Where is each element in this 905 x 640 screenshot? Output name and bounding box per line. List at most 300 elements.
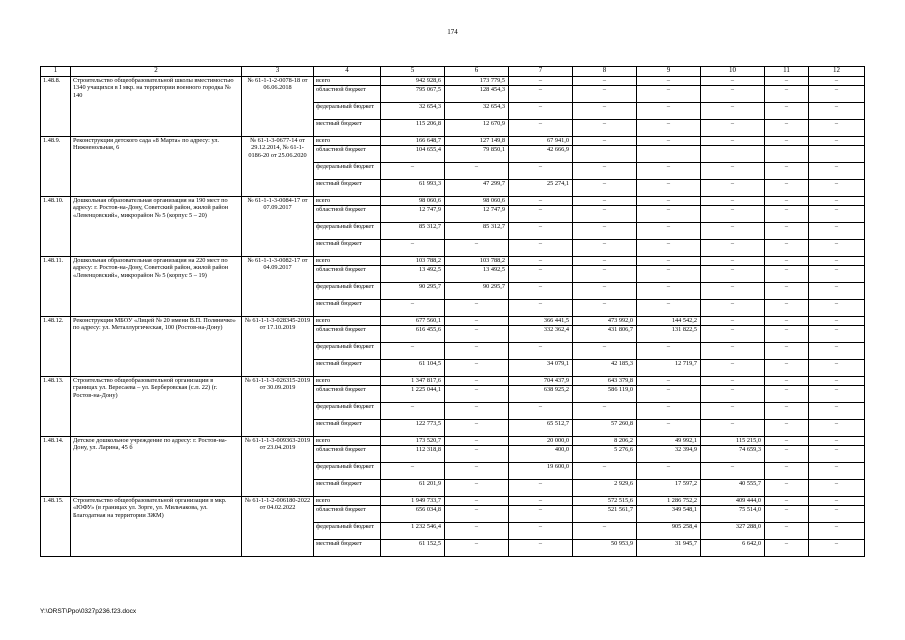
amount-cell: – xyxy=(445,403,509,420)
amount-cell: – xyxy=(573,137,637,146)
amount-cell: – xyxy=(573,223,637,240)
amount-cell: – xyxy=(765,137,809,146)
amount-cell: – xyxy=(445,240,509,257)
amount-cell: 122 773,5 xyxy=(381,420,445,437)
expertise-document: № 61-1-1-3-026315-2019 от 30.09.2019 xyxy=(242,377,314,437)
amount-cell: – xyxy=(765,240,809,257)
amount-cell: – xyxy=(445,360,509,377)
amount-cell: – xyxy=(509,197,573,206)
amount-cell: – xyxy=(573,103,637,120)
amount-cell: 50 953,9 xyxy=(573,540,637,557)
funding-source: федеральный бюджет xyxy=(314,283,381,300)
funding-source: федеральный бюджет xyxy=(314,103,381,120)
header-cell: 11 xyxy=(765,67,809,77)
amount-cell: – xyxy=(765,463,809,480)
amount-cell: 127 149,8 xyxy=(445,137,509,146)
amount-cell: – xyxy=(381,463,445,480)
amount-cell: 1 225 044,1 xyxy=(381,386,445,403)
amount-cell: 32 654,3 xyxy=(381,103,445,120)
header-cell: 7 xyxy=(509,67,573,77)
amount-cell: – xyxy=(509,120,573,137)
amount-cell: – xyxy=(809,540,865,557)
amount-cell: – xyxy=(809,103,865,120)
funding-source: местный бюджет xyxy=(314,360,381,377)
amount-cell: – xyxy=(445,480,509,497)
row-number: 1.48.14. xyxy=(41,437,71,497)
amount-cell: – xyxy=(809,180,865,197)
amount-cell: – xyxy=(637,163,701,180)
amount-cell: – xyxy=(637,403,701,420)
funding-source: всего xyxy=(314,257,381,266)
amount-cell: 173 779,5 xyxy=(445,77,509,86)
object-name: Строительство общеобразовательной школы вместимостью 1340 учащихся в I мкр. на территории военного городка № 140 xyxy=(71,77,242,137)
funding-source: всего xyxy=(314,77,381,86)
amount-cell: – xyxy=(809,266,865,283)
funding-source: областной бюджет xyxy=(314,146,381,163)
amount-cell: – xyxy=(765,283,809,300)
amount-cell: – xyxy=(445,326,509,343)
amount-cell: – xyxy=(765,86,809,103)
amount-cell: – xyxy=(637,283,701,300)
funding-source: местный бюджет xyxy=(314,240,381,257)
amount-cell: 57 260,8 xyxy=(573,420,637,437)
amount-cell: – xyxy=(573,120,637,137)
amount-cell: 65 512,7 xyxy=(509,420,573,437)
amount-cell: – xyxy=(445,386,509,403)
table-body xyxy=(41,67,865,557)
amount-cell: – xyxy=(509,540,573,557)
funding-source: местный бюджет xyxy=(314,300,381,317)
amount-cell: 1 949 733,7 xyxy=(381,497,445,506)
amount-cell: 90 295,7 xyxy=(445,283,509,300)
amount-cell: – xyxy=(701,343,765,360)
amount-cell: 638 925,2 xyxy=(509,386,573,403)
amount-cell: – xyxy=(573,163,637,180)
header-cell: 6 xyxy=(445,67,509,77)
amount-cell: – xyxy=(445,523,509,540)
amount-cell: – xyxy=(765,506,809,523)
amount-cell: – xyxy=(573,523,637,540)
amount-cell: 12 747,9 xyxy=(381,206,445,223)
expertise-document: № 61-1-1-3-028345-2019 от 17.10.2019 xyxy=(242,317,314,377)
amount-cell: – xyxy=(809,326,865,343)
amount-cell: – xyxy=(509,206,573,223)
amount-cell: – xyxy=(809,163,865,180)
amount-cell: – xyxy=(765,223,809,240)
amount-cell: 572 515,6 xyxy=(573,497,637,506)
amount-cell: 115 215,0 xyxy=(701,437,765,446)
expertise-document: № 61-1-1-2-0078-18 от 06.06.2018 xyxy=(242,77,314,137)
amount-cell: 42 666,9 xyxy=(509,146,573,163)
amount-cell: 13 492,5 xyxy=(381,266,445,283)
amount-cell: – xyxy=(637,137,701,146)
amount-cell: – xyxy=(445,300,509,317)
amount-cell: – xyxy=(573,206,637,223)
funding-source: федеральный бюджет xyxy=(314,343,381,360)
budget-table xyxy=(40,66,865,557)
amount-cell: – xyxy=(637,266,701,283)
header-cell: 8 xyxy=(573,67,637,77)
amount-cell: 61 201,9 xyxy=(381,480,445,497)
amount-cell: – xyxy=(701,86,765,103)
header-cell: 4 xyxy=(314,67,381,77)
amount-cell: 12 747,9 xyxy=(445,206,509,223)
amount-cell: 942 928,6 xyxy=(381,77,445,86)
amount-cell: – xyxy=(445,420,509,437)
header-cell: 3 xyxy=(242,67,314,77)
amount-cell: – xyxy=(809,86,865,103)
amount-cell: – xyxy=(573,197,637,206)
amount-cell: – xyxy=(445,446,509,463)
amount-cell: – xyxy=(809,77,865,86)
amount-cell: – xyxy=(637,206,701,223)
amount-cell: – xyxy=(701,283,765,300)
amount-cell: – xyxy=(637,103,701,120)
amount-cell: – xyxy=(445,506,509,523)
amount-cell: – xyxy=(637,257,701,266)
amount-cell: 19 600,0 xyxy=(509,463,573,480)
funding-source: всего xyxy=(314,497,381,506)
amount-cell: – xyxy=(809,343,865,360)
amount-cell: 61 152,5 xyxy=(381,540,445,557)
amount-cell: – xyxy=(809,360,865,377)
amount-cell: – xyxy=(809,446,865,463)
amount-cell: 13 492,5 xyxy=(445,266,509,283)
funding-source: местный бюджет xyxy=(314,420,381,437)
row-number: 1.48.15. xyxy=(41,497,71,557)
amount-cell: – xyxy=(573,180,637,197)
amount-cell: 49 992,1 xyxy=(637,437,701,446)
header-cell: 9 xyxy=(637,67,701,77)
amount-cell: 586 119,0 xyxy=(573,386,637,403)
amount-cell: 98 060,6 xyxy=(445,197,509,206)
funding-source: всего xyxy=(314,317,381,326)
amount-cell: 366 441,5 xyxy=(509,317,573,326)
amount-cell: – xyxy=(809,523,865,540)
amount-cell: 85 312,7 xyxy=(445,223,509,240)
amount-cell: – xyxy=(809,506,865,523)
table-row xyxy=(41,317,865,326)
amount-cell: – xyxy=(637,86,701,103)
amount-cell: – xyxy=(765,257,809,266)
amount-cell: 431 806,7 xyxy=(573,326,637,343)
object-name: Дошкольная образовательная организация на 220 мест по адресу: г. Ростов-на-Дону, Советский район, жилой район «Левенцовский», микрорайон № 5 (корпус 5 – 19) xyxy=(71,257,242,317)
amount-cell: – xyxy=(573,257,637,266)
amount-cell: – xyxy=(765,403,809,420)
object-name: Строительство общеобразовательной организации в границах ул. Вересаева – ул. Берберовская (с.п. 22) (г. Ростов-на-Дону) xyxy=(71,377,242,437)
row-number: 1.48.9. xyxy=(41,137,71,197)
expertise-document: № 61-1-1-3-009363-2019 от 23.04.2019 xyxy=(242,437,314,497)
amount-cell: – xyxy=(445,163,509,180)
amount-cell: 173 520,7 xyxy=(381,437,445,446)
amount-cell: – xyxy=(637,120,701,137)
amount-cell: – xyxy=(509,103,573,120)
amount-cell: 79 850,1 xyxy=(445,146,509,163)
amount-cell: – xyxy=(701,377,765,386)
funding-source: всего xyxy=(314,437,381,446)
table-header-row xyxy=(41,67,865,77)
amount-cell: – xyxy=(765,206,809,223)
amount-cell: – xyxy=(509,403,573,420)
funding-source: всего xyxy=(314,137,381,146)
amount-cell: – xyxy=(509,506,573,523)
funding-source: федеральный бюджет xyxy=(314,223,381,240)
amount-cell: – xyxy=(445,540,509,557)
header-cell: 10 xyxy=(701,67,765,77)
amount-cell: 1 347 817,6 xyxy=(381,377,445,386)
amount-cell: – xyxy=(809,403,865,420)
amount-cell: – xyxy=(809,317,865,326)
funding-source: областной бюджет xyxy=(314,206,381,223)
amount-cell: 1 232 546,4 xyxy=(381,523,445,540)
expertise-document: № 61-1-3-0677-14 от 29.12.2014, № 61-1-0186-20 от 25.06.2020 xyxy=(242,137,314,197)
amount-cell: 75 514,0 xyxy=(701,506,765,523)
amount-cell: – xyxy=(701,266,765,283)
amount-cell: – xyxy=(701,420,765,437)
amount-cell: – xyxy=(701,317,765,326)
amount-cell: – xyxy=(809,257,865,266)
amount-cell: 17 597,2 xyxy=(637,480,701,497)
amount-cell: 327 288,0 xyxy=(701,523,765,540)
amount-cell: 616 455,6 xyxy=(381,326,445,343)
amount-cell: 400,0 xyxy=(509,446,573,463)
funding-source: федеральный бюджет xyxy=(314,163,381,180)
amount-cell: – xyxy=(765,523,809,540)
amount-cell: 90 295,7 xyxy=(381,283,445,300)
amount-cell: – xyxy=(637,420,701,437)
amount-cell: – xyxy=(573,403,637,420)
amount-cell: 25 274,1 xyxy=(509,180,573,197)
amount-cell: – xyxy=(509,497,573,506)
amount-cell: 2 929,6 xyxy=(573,480,637,497)
amount-cell: – xyxy=(701,257,765,266)
amount-cell: – xyxy=(637,240,701,257)
amount-cell: – xyxy=(637,300,701,317)
amount-cell: – xyxy=(701,240,765,257)
amount-cell: – xyxy=(637,180,701,197)
amount-cell: – xyxy=(809,463,865,480)
amount-cell: – xyxy=(573,283,637,300)
table-row xyxy=(41,377,865,386)
amount-cell: – xyxy=(809,420,865,437)
amount-cell: – xyxy=(509,343,573,360)
amount-cell: – xyxy=(573,343,637,360)
funding-source: всего xyxy=(314,197,381,206)
amount-cell xyxy=(809,146,865,163)
amount-cell: – xyxy=(701,360,765,377)
amount-cell: – xyxy=(701,180,765,197)
amount-cell: – xyxy=(765,326,809,343)
amount-cell: – xyxy=(445,343,509,360)
funding-source: местный бюджет xyxy=(314,120,381,137)
amount-cell: – xyxy=(637,377,701,386)
amount-cell: 98 060,6 xyxy=(381,197,445,206)
amount-cell: – xyxy=(701,386,765,403)
funding-source: федеральный бюджет xyxy=(314,523,381,540)
funding-source: местный бюджет xyxy=(314,540,381,557)
amount-cell: – xyxy=(765,420,809,437)
amount-cell: 8 206,2 xyxy=(573,437,637,446)
amount-cell: – xyxy=(573,86,637,103)
amount-cell: – xyxy=(509,257,573,266)
amount-cell: 131 822,5 xyxy=(637,326,701,343)
header-cell: 5 xyxy=(381,67,445,77)
amount-cell: – xyxy=(809,377,865,386)
amount-cell: – xyxy=(509,523,573,540)
amount-cell: 104 655,4 xyxy=(381,146,445,163)
amount-cell: – xyxy=(701,103,765,120)
amount-cell: – xyxy=(765,103,809,120)
amount-cell: 1 286 752,2 xyxy=(637,497,701,506)
amount-cell xyxy=(637,146,701,163)
amount-cell: – xyxy=(809,300,865,317)
amount-cell: 905 258,4 xyxy=(637,523,701,540)
row-number: 1.48.12. xyxy=(41,317,71,377)
amount-cell: – xyxy=(809,223,865,240)
funding-source: областной бюджет xyxy=(314,266,381,283)
amount-cell: – xyxy=(381,163,445,180)
expertise-document: № 61-1-1-2-006180-2022 от 04.02.2022 xyxy=(242,497,314,557)
row-number: 1.48.8. xyxy=(41,77,71,137)
amount-cell: 61 993,3 xyxy=(381,180,445,197)
object-name: Реконструкция детского сада «8 Марта» по адресу: ул. Нижненольная, 6 xyxy=(71,137,242,197)
amount-cell: 473 992,0 xyxy=(573,317,637,326)
amount-cell: 42 185,3 xyxy=(573,360,637,377)
amount-cell: – xyxy=(765,480,809,497)
row-number: 1.48.11. xyxy=(41,257,71,317)
amount-cell: 128 454,3 xyxy=(445,86,509,103)
expertise-document: № 61-1-1-3-0082-17 от 04.09.2017 xyxy=(242,257,314,317)
amount-cell: – xyxy=(637,343,701,360)
amount-cell: – xyxy=(509,283,573,300)
funding-source: всего xyxy=(314,377,381,386)
amount-cell: – xyxy=(701,300,765,317)
amount-cell: 103 788,2 xyxy=(445,257,509,266)
header-cell: 12 xyxy=(809,67,865,77)
amount-cell: – xyxy=(765,377,809,386)
amount-cell: – xyxy=(765,497,809,506)
amount-cell: 20 000,0 xyxy=(509,437,573,446)
amount-cell xyxy=(765,146,809,163)
amount-cell: – xyxy=(765,386,809,403)
amount-cell: 12 719,7 xyxy=(637,360,701,377)
amount-cell: 40 555,7 xyxy=(701,480,765,497)
amount-cell: – xyxy=(701,206,765,223)
amount-cell: – xyxy=(765,180,809,197)
table-row xyxy=(41,77,865,86)
amount-cell: – xyxy=(445,317,509,326)
amount-cell: 12 670,9 xyxy=(445,120,509,137)
amount-cell: – xyxy=(509,266,573,283)
amount-cell: 144 542,2 xyxy=(637,317,701,326)
amount-cell: – xyxy=(765,446,809,463)
amount-cell: 115 206,8 xyxy=(381,120,445,137)
funding-source: областной бюджет xyxy=(314,446,381,463)
amount-cell: – xyxy=(809,480,865,497)
amount-cell: 704 437,9 xyxy=(509,377,573,386)
funding-source: областной бюджет xyxy=(314,326,381,343)
amount-cell: – xyxy=(765,300,809,317)
header-cell: 2 xyxy=(71,67,242,77)
amount-cell: – xyxy=(809,497,865,506)
amount-cell: – xyxy=(381,343,445,360)
amount-cell: – xyxy=(765,360,809,377)
amount-cell: 166 648,7 xyxy=(381,137,445,146)
amount-cell: – xyxy=(765,343,809,360)
funding-source: местный бюджет xyxy=(314,180,381,197)
funding-source: областной бюджет xyxy=(314,506,381,523)
amount-cell: – xyxy=(701,197,765,206)
amount-cell: 521 561,7 xyxy=(573,506,637,523)
amount-cell: – xyxy=(573,300,637,317)
amount-cell: – xyxy=(701,120,765,137)
page-number: 174 xyxy=(447,28,458,36)
amount-cell: – xyxy=(637,386,701,403)
amount-cell: – xyxy=(765,540,809,557)
header-cell: 1 xyxy=(41,67,71,77)
amount-cell: 74 659,3 xyxy=(701,446,765,463)
amount-cell: – xyxy=(509,223,573,240)
table-row xyxy=(41,497,865,506)
amount-cell: – xyxy=(765,163,809,180)
object-name: Строительство общеобразовательной организации в мкр. «ЮФУ» (в границах ул. Зорге, ул. Мильчакова, ул. Благодатная на территории ЗЖМ) xyxy=(71,497,242,557)
amount-cell: 32 394,9 xyxy=(637,446,701,463)
amount-cell: – xyxy=(809,386,865,403)
amount-cell: – xyxy=(509,86,573,103)
funding-source: областной бюджет xyxy=(314,386,381,403)
file-path-footer: Y:\ORST\Ppo\0327p236.f23.docx xyxy=(40,608,137,615)
funding-source: федеральный бюджет xyxy=(314,463,381,480)
amount-cell: – xyxy=(809,206,865,223)
amount-cell xyxy=(573,146,637,163)
funding-source: областной бюджет xyxy=(314,86,381,103)
amount-cell: – xyxy=(765,437,809,446)
amount-cell: 656 034,8 xyxy=(381,506,445,523)
amount-cell: 409 444,0 xyxy=(701,497,765,506)
amount-cell: – xyxy=(809,137,865,146)
amount-cell: – xyxy=(701,403,765,420)
table-row xyxy=(41,197,865,206)
amount-cell: – xyxy=(509,163,573,180)
object-name: Дошкольная образовательная организация на 190 мест по адресу: г. Ростов-на-Дону, Советский район, жилой район «Левенцовский», микрорайон № 5 (корпус 5 – 20) xyxy=(71,197,242,257)
object-name: Детское дошкольное учреждение по адресу: г. Ростов-на-Дону, ул. Ларина, 45 б xyxy=(71,437,242,497)
table-row xyxy=(41,257,865,266)
funding-source: федеральный бюджет xyxy=(314,403,381,420)
amount-cell: 643 379,8 xyxy=(573,377,637,386)
amount-cell: 34 079,1 xyxy=(509,360,573,377)
amount-cell: – xyxy=(509,240,573,257)
amount-cell xyxy=(701,146,765,163)
amount-cell: 6 642,0 xyxy=(701,540,765,557)
amount-cell: – xyxy=(765,197,809,206)
amount-cell: – xyxy=(573,463,637,480)
amount-cell: – xyxy=(637,197,701,206)
amount-cell: – xyxy=(509,300,573,317)
amount-cell: 5 276,6 xyxy=(573,446,637,463)
amount-cell: – xyxy=(701,77,765,86)
amount-cell: – xyxy=(573,266,637,283)
amount-cell: – xyxy=(765,77,809,86)
amount-cell: 103 788,2 xyxy=(381,257,445,266)
amount-cell: – xyxy=(381,240,445,257)
amount-cell: – xyxy=(765,317,809,326)
amount-cell: – xyxy=(509,480,573,497)
amount-cell: – xyxy=(573,240,637,257)
amount-cell: – xyxy=(701,137,765,146)
amount-cell: – xyxy=(445,437,509,446)
amount-cell: – xyxy=(809,437,865,446)
amount-cell: – xyxy=(381,403,445,420)
